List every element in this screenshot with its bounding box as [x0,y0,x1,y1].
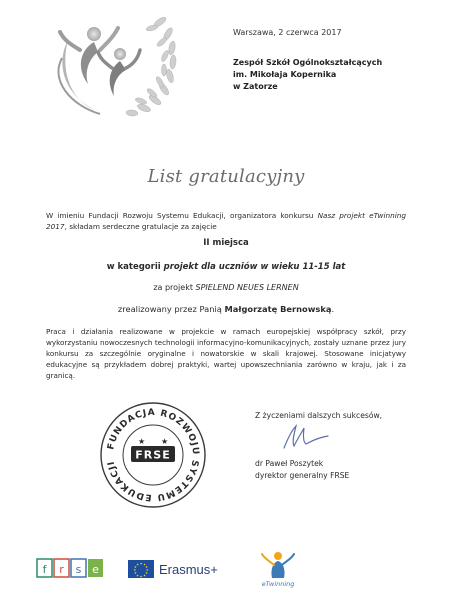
wreath-emblem [40,10,188,128]
svg-text:★: ★ [136,573,139,578]
svg-text:★: ★ [143,573,146,578]
svg-text:★: ★ [133,565,137,570]
frse-seal [98,400,208,510]
body-paragraph [46,326,406,381]
signer-name: dr Paweł Poszytek [255,459,324,468]
project-prefix: za projekt [153,283,196,292]
project-line [0,283,452,292]
signer-block [255,458,349,482]
svg-text:★: ★ [139,561,143,566]
svg-text:s: s [75,563,82,576]
svg-text:★: ★ [139,574,143,578]
teacher-name: Małgorzatę Bernowską [224,304,332,314]
svg-text:f: f [42,563,47,576]
svg-text:★: ★ [145,565,149,570]
closing-wishes: Z życzeniami dalszych sukcesów, [255,411,383,420]
award-place: II miejsca [203,238,249,248]
letter-date: Warszawa, 2 czerwca 2017 [233,28,342,37]
frse-logo [36,556,106,580]
realized-suffix: . [331,304,335,314]
seal-ring-text: FUNDACJA ROZWOJU SYSTEMU EDUKACJI [106,407,201,503]
contest-name: Nasz projekt eTwinning 2017 [46,211,407,231]
school-line: w Zatorze [233,82,278,91]
recipient-school [233,57,382,93]
realized-prefix: zrealizowany przez Panią [117,304,225,314]
intro-paragraph [46,210,406,232]
intro-text: W imieniu Fundacji Rozwoju Systemu Edukacji, organizatora konkursu [46,211,318,220]
seal-star-icon: ★ [138,437,146,446]
seal-star-icon: ★ [161,437,169,446]
erasmus-label: Erasmus+ [159,561,218,577]
body-text: Praca i działania realizowane w projekcie w ramach europejskiej współpracy szkół, przy wykorzystaniu nowoczesnych technologii informacyjno-komunikacyjnych, zostały uznane przez jury konkursu za szczególnie oryginalne i nowatorskie w skali krajowej. Stosowane inicjatywy edukacyjne są przykładem dobrej praktyki, wartej upowszechniania zarówno w kraju, jak i za granicą. [46,327,406,380]
svg-text:★: ★ [133,568,137,573]
svg-text:★: ★ [145,571,149,576]
etwinning-figure-icon [248,548,308,580]
category-name: projekt dla uczniów w wieku 11-15 lat [163,262,346,272]
signer-role: dyrektor generalny FRSE [255,471,350,480]
svg-text:★: ★ [143,562,146,567]
svg-text:★: ★ [133,571,137,576]
etwinning-logo [248,548,308,592]
intro-text-end: , składam serdeczne gratulacje za zajęcie [64,222,217,231]
school-line: im. Mikołaja Kopernika [233,70,337,79]
svg-text:e: e [92,563,99,576]
award-category [0,262,452,272]
signature-image [270,420,340,452]
letter-title: List gratulacyjny [147,166,305,187]
seal-center-text: FRSE [135,448,171,462]
school-line: Zespół Szkół Ogólnokształcących [233,58,383,67]
realized-line [0,304,452,314]
erasmus-logo [128,560,218,578]
category-prefix: w kategorii [106,262,164,272]
svg-text:★: ★ [145,568,149,573]
eu-flag-icon [128,560,154,578]
svg-text:r: r [59,563,64,576]
svg-text:★: ★ [136,562,139,567]
etwinning-label: eTwinning [261,580,295,588]
project-name: SPIELEND NEUES LERNEN [195,283,299,292]
